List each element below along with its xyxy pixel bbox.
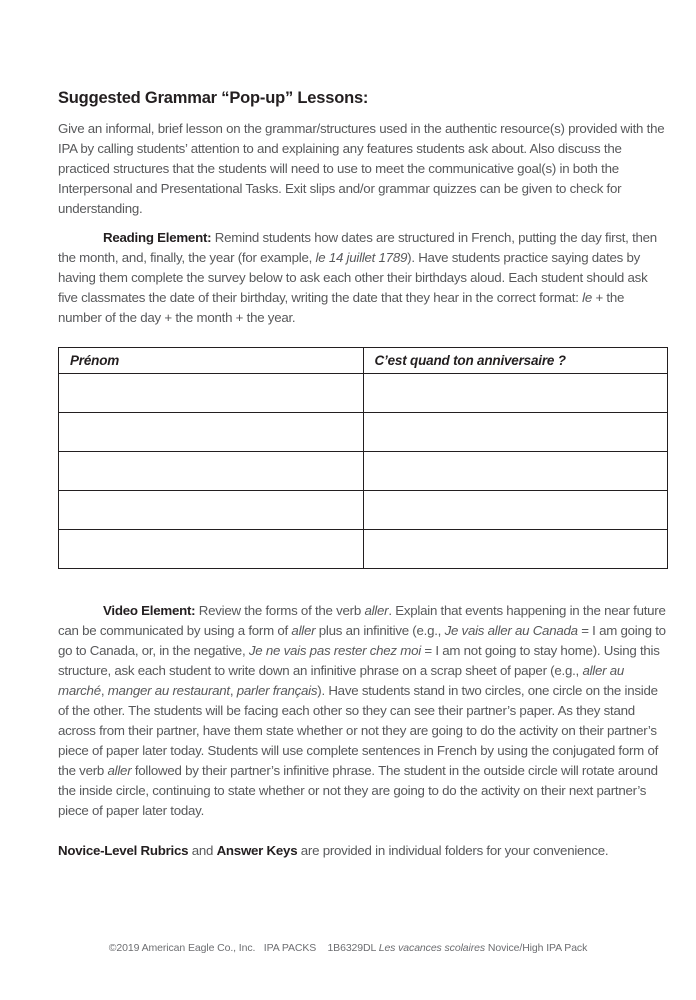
text-segment: Give an informal, brief lesson on the grammar/structures used in the authentic resource(s) provided with the IPA by calling students’ attention to and explaining any features students ask about. Also discuss the practiced structures that the students will need to use to meet the communicative goal(s) in both the Interpersonal and Presentational Tasks. Exit slips and/or grammar quizzes can be given to check for understanding.	[58, 121, 665, 216]
text-segment: = I am not going to stay home). Using this structure, ask each student to write down an infinitive phrase on a scrap sheet of paper (e.g.,	[58, 643, 660, 678]
table-cell	[363, 491, 668, 530]
text-segment: ,	[100, 683, 108, 698]
table-header-row	[59, 348, 668, 374]
text-segment: plus an infinitive (e.g.,	[315, 623, 445, 638]
table-cell	[59, 452, 364, 491]
reading-element-paragraph	[58, 228, 668, 328]
text-segment: Reading Element:	[103, 230, 215, 245]
text-segment: aller au marché	[58, 663, 625, 698]
text-segment: are provided in individual folders for your convenience.	[297, 843, 609, 858]
text-segment: = I am going to go to Canada, or, in the negative,	[58, 623, 666, 658]
text-segment: parler français	[236, 683, 318, 698]
text-segment: Remind students how dates are structured in French, putting the day first, then the month, and, finally, the year (for example,	[58, 230, 657, 265]
text-segment: Review the forms of the verb	[198, 603, 365, 618]
table-row	[59, 491, 668, 530]
text-segment: le 14 juillet 1789	[315, 250, 408, 265]
text-segment: Je vais aller au Canada	[444, 623, 578, 638]
text-segment: ,	[229, 683, 237, 698]
text-segment: manger au restaurant	[107, 683, 230, 698]
text-segment: Video Element:	[103, 603, 199, 618]
text-segment: ). Have students practice saying dates by having them complete the survey below to ask each other their birthdays aloud. Each student should ask five classmates the date of their birthday, writing the date that they hear in the correct format:	[58, 250, 648, 305]
survey-table-head	[59, 348, 668, 374]
text-segment: followed by their partner’s infinitive phrase. The student in the outside circle will rotate around the inside circle, continuing to state whether or not they are going to do the activity on their next partner’s piece of paper later today.	[58, 763, 658, 818]
text-segment: ). Have students stand in two circles, one circle on the inside of the other. The students will be facing each other so they can see their partner’s paper. As they stand across from their partner, have them state whether or not they are going to do the activity on their partner’s piece of paper later today. Students will use complete sentences in French by using the conjugated form of the verb	[58, 683, 659, 778]
table-row	[59, 413, 668, 452]
table-cell	[363, 413, 668, 452]
table-cell	[59, 374, 364, 413]
intro-paragraph	[58, 119, 668, 219]
text-segment: and	[188, 843, 217, 858]
table-cell	[59, 491, 364, 530]
survey-table-body	[59, 374, 668, 569]
text-segment: Answer Keys	[216, 843, 298, 858]
text-segment: Novice/High IPA Pack	[485, 942, 588, 954]
column-header-anniversaire: C’est quand ton anniversaire ?	[363, 348, 668, 374]
text-segment: Les vacances scolaires	[378, 942, 486, 954]
page-title: Suggested Grammar “Pop-up” Lessons:	[58, 89, 369, 107]
table-cell	[363, 530, 668, 569]
text-segment: Je ne vais pas rester chez moi	[248, 643, 421, 658]
text-segment: aller	[291, 623, 316, 638]
table-row	[59, 452, 668, 491]
text-segment: Novice-Level Rubrics	[58, 843, 189, 858]
table-row	[59, 530, 668, 569]
column-header-prenom: Prénom	[59, 348, 364, 374]
table-cell	[363, 452, 668, 491]
text-segment: + the number of the day + the month + the year.	[58, 290, 625, 325]
table-cell	[59, 530, 364, 569]
text-segment: . Explain that events happening in the near future can be communicated by using a form of	[58, 603, 666, 638]
text-segment: aller	[364, 603, 389, 618]
text-segment: aller	[107, 763, 132, 778]
video-element-paragraph	[58, 601, 668, 821]
rubrics-note	[58, 841, 668, 861]
table-cell	[59, 413, 364, 452]
table-cell	[363, 374, 668, 413]
text-segment: le	[582, 290, 593, 305]
text-segment: ©2019 American Eagle Co., Inc. IPA PACKS 1B6329DL	[108, 942, 379, 954]
table-row	[59, 374, 668, 413]
page-footer	[0, 941, 696, 955]
birthday-survey-table	[58, 347, 668, 569]
